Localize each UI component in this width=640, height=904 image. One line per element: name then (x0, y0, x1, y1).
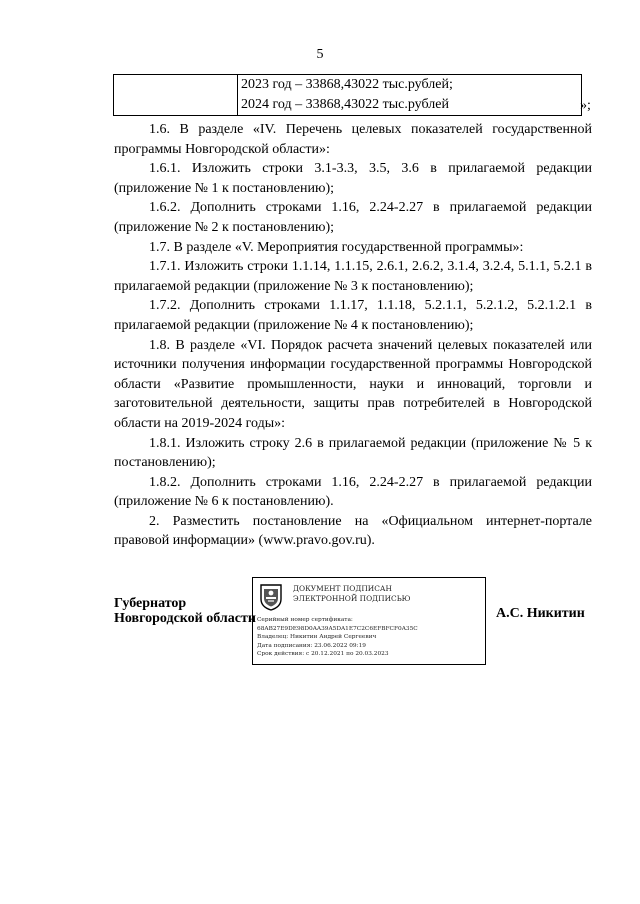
financing-table-fragment (113, 74, 582, 116)
stamp-title-line: ЭЛЕКТРОННОЙ ПОДПИСЬЮ (293, 594, 411, 603)
paragraph-1-7-1: 1.7.1. Изложить строки 1.1.14, 1.1.15, 2.6.1, 2.6.2, 3.1.4, 3.2.4, 5.1.1, 5.2.1 в прилагаемой редакции (приложение № 3 к постановлению); (114, 259, 592, 294)
paragraph-1-6-1: 1.6.1. Изложить строки 3.1-3.3, 3.5, 3.6 в прилагаемой редакции (приложение № 1 к постановлению); (114, 161, 592, 196)
stamp-title-line: ДОКУМЕНТ ПОДПИСАН (293, 584, 392, 593)
document-body (114, 120, 592, 551)
page-number: 5 (316, 47, 324, 62)
stamp-detail-line: Владелец: Никитин Андрей Сергеевич (257, 634, 377, 641)
table-year-line: 2023 год – 33868,43022 тыс.рублей; (241, 77, 453, 92)
stamp-detail-line: Дата подписания: 23.06.2022 09:19 (257, 642, 366, 649)
stamp-detail-line: 68AB27E9DE98D0AA39A5DA1E7C2C6EFBFCF0A35C (257, 625, 418, 632)
coat-of-arms-icon (259, 583, 283, 611)
paragraph-1-7-2: 1.7.2. Дополнить строками 1.1.17, 1.1.18, 5.2.1.1, 5.2.1.2, 5.2.1.2.1 в прилагаемой редакции (приложение № 4 к постановлению); (114, 298, 592, 333)
stamp-detail-line: Серийный номер сертификата: (257, 617, 353, 623)
paragraph-1-8-1: 1.8.1. Изложить строку 2.6 в прилагаемой редакции (приложение № 5 к постановлению); (114, 435, 592, 471)
paragraph-1-8-2: 1.8.2. Дополнить строками 1.16, 2.24-2.27 в прилагаемой редакции (приложение № 6 к постановлению). (114, 474, 592, 510)
table-closing-quote: »; (580, 98, 591, 113)
signatory-position (114, 596, 256, 626)
stamp-detail-line: Срок действия: с 20.12.2021 по 20.03.2023 (257, 651, 389, 658)
table-years-cell (238, 75, 582, 116)
signatory-position-region: Новгородской области (114, 611, 256, 626)
stamp-details (257, 616, 483, 659)
table-year-line: 2024 год – 33868,43022 тыс.рублей (241, 97, 449, 112)
paragraph-1-6-2: 1.6.2. Дополнить строками 1.16, 2.24-2.27 в прилагаемой редакции (приложение № 2 к постановлению); (114, 200, 592, 235)
electronic-signature-stamp (252, 577, 486, 665)
table-empty-cell (114, 75, 238, 116)
paragraph-1-7: 1.7. В разделе «V. Мероприятия государственной программы»: (149, 239, 524, 255)
paragraph-1-6: 1.6. В разделе «IV. Перечень целевых показателей государственной программы Новгородской области»: (114, 122, 592, 157)
signatory-position-title: Губернатор (114, 596, 187, 611)
stamp-title (293, 584, 483, 604)
paragraph-1-8: 1.8. В разделе «VI. Порядок расчета значений целевых показателей или источники получения информации государственной программы Новгородской области «Развитие промышленности, науки и инноваций, торговли и заготовительной деятельности, защиты прав потребителей в Новгородской области на 2019-2024 годы»: (114, 337, 592, 431)
paragraph-2: 2. Разместить постановление на «Официальном интернет-портале правовой информации» (www.pravo.gov.ru). (114, 513, 592, 549)
signatory-name: А.С. Никитин (496, 606, 585, 621)
